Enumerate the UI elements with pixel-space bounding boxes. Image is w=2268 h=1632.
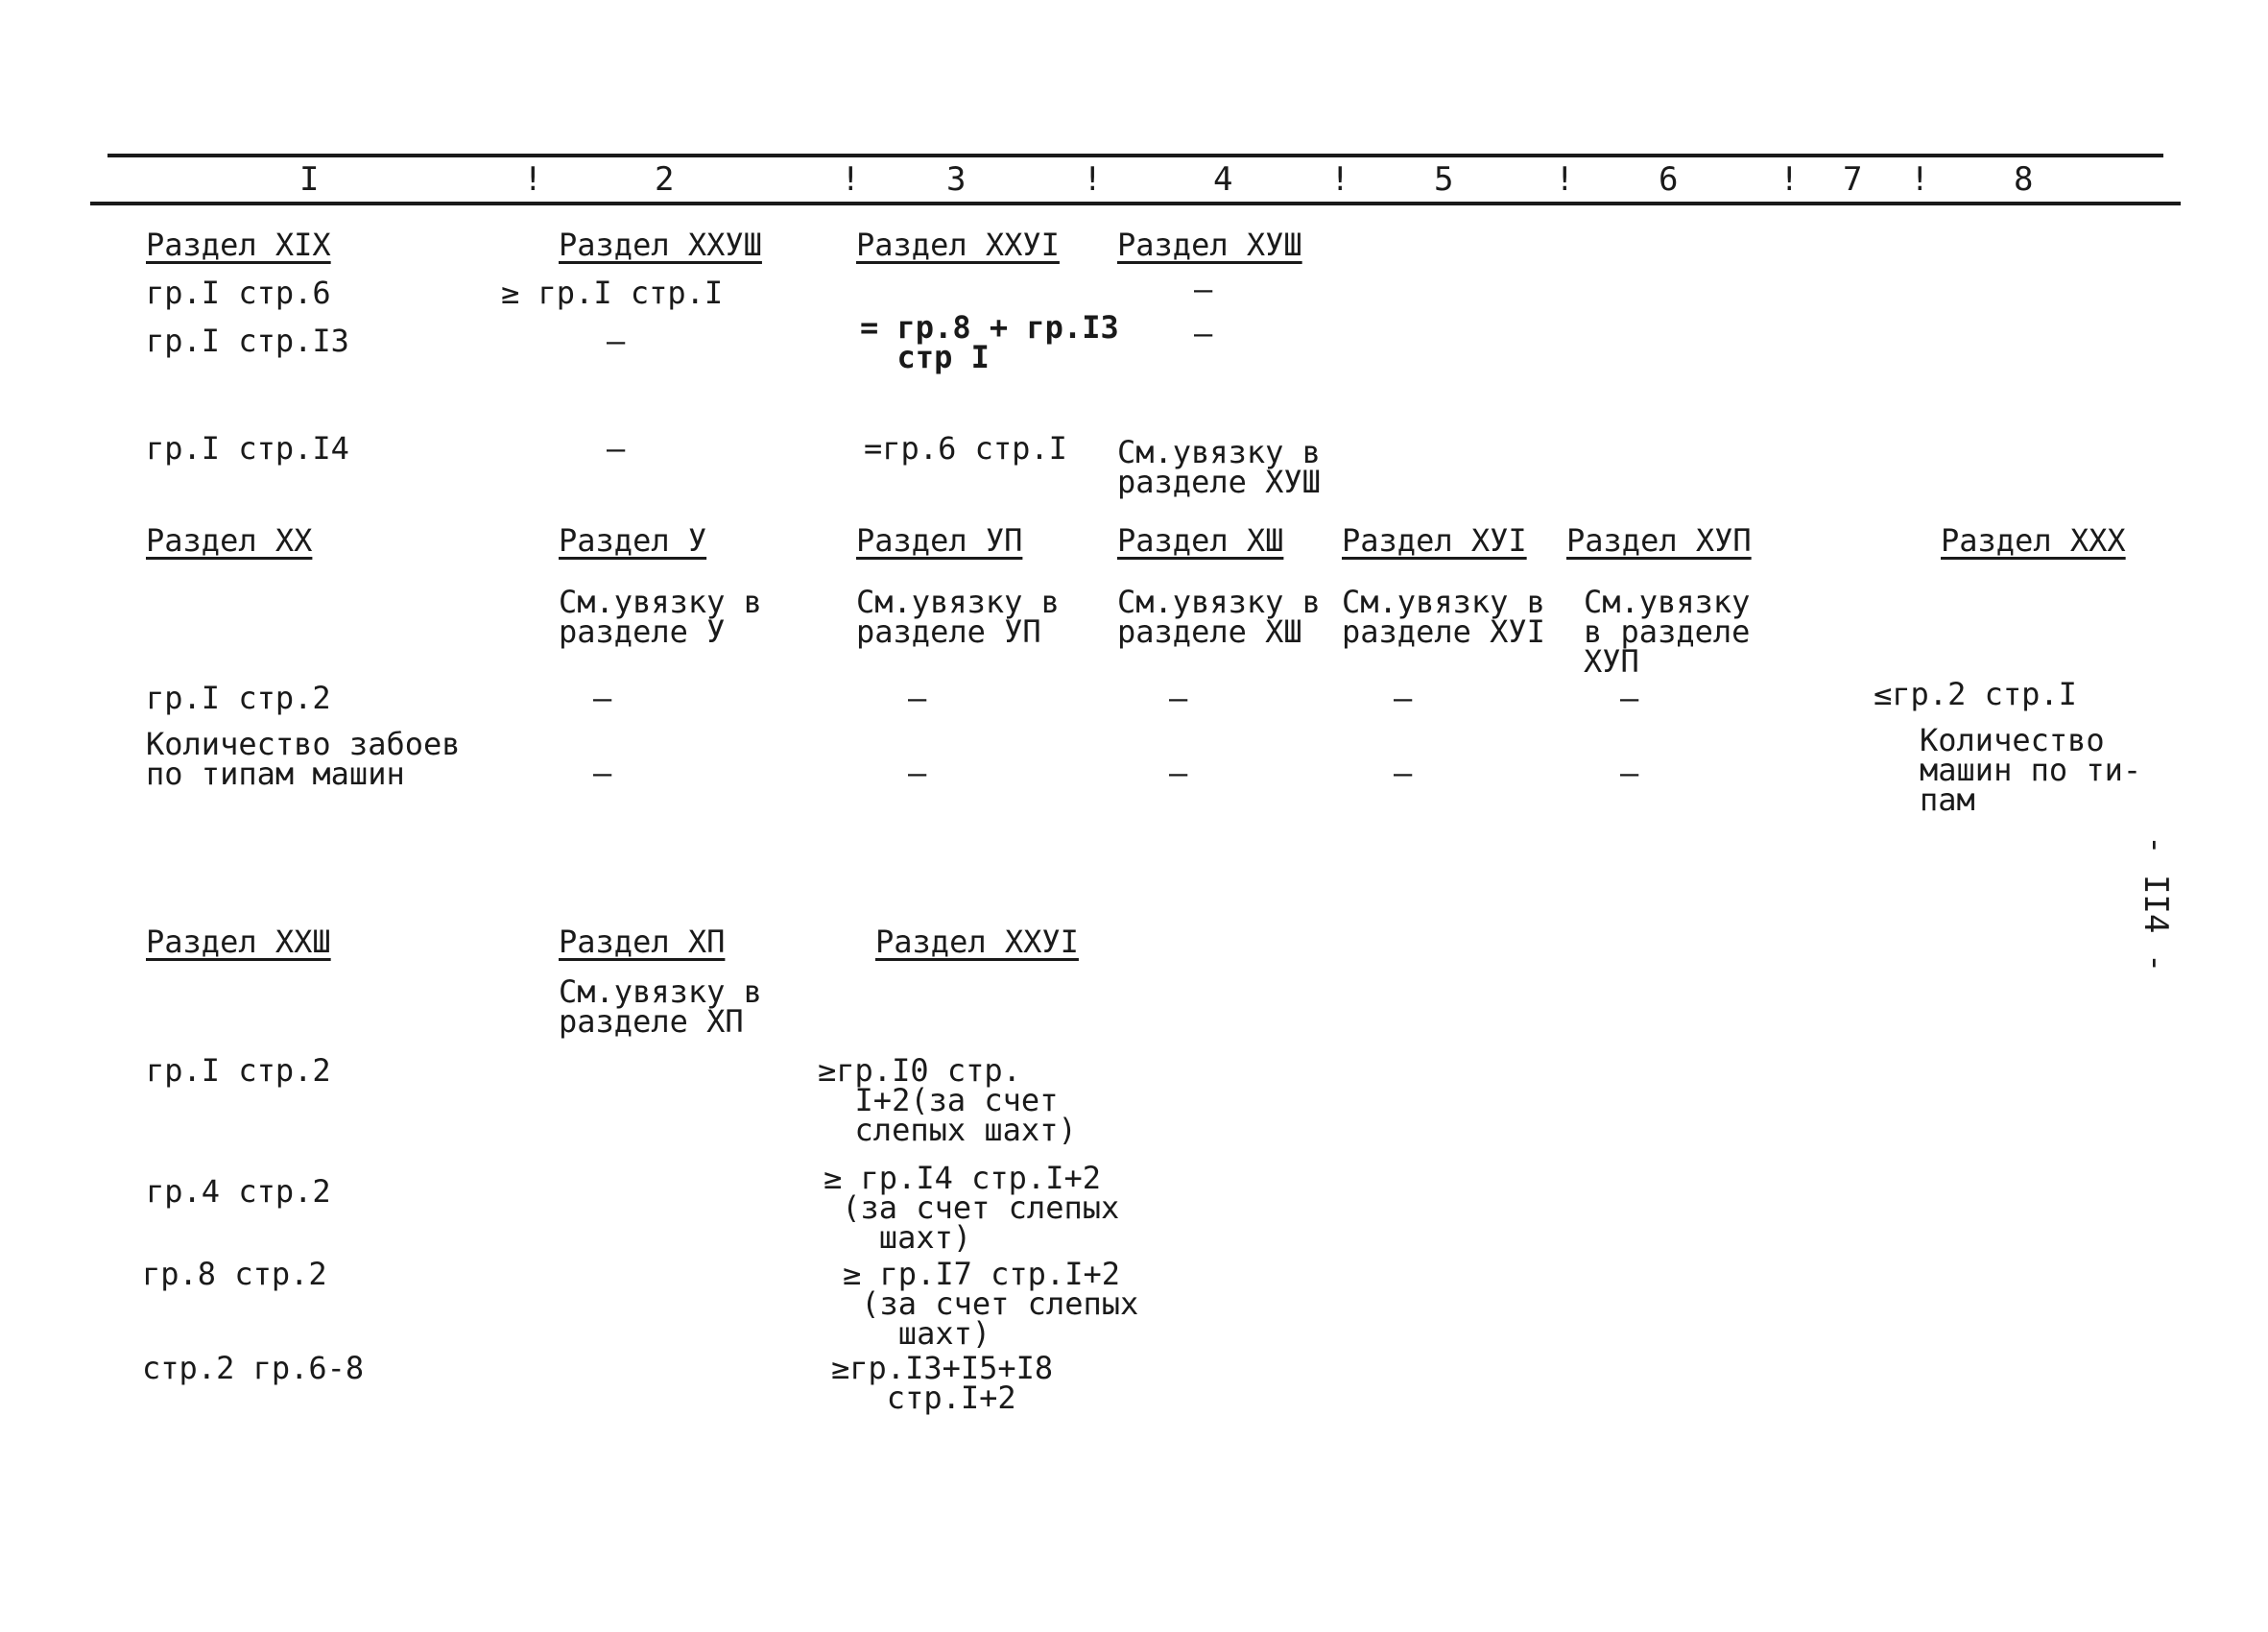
column-separator: !: [1910, 160, 1930, 199]
cell-relation: ≥ гр.I4 стр.I+2 (за счет слепых шахт): [824, 1160, 1120, 1256]
row-label: гр.4 стр.2: [146, 1173, 331, 1210]
cell-dash: –: [1394, 680, 1413, 716]
section-title: Раздел XП: [559, 924, 726, 960]
section-title: Раздел XШ: [1117, 522, 1284, 559]
cell-dash: –: [1620, 680, 1639, 716]
section-title: Раздел XXУI: [856, 227, 1060, 263]
cell-reference: См.увязку в разделе XП: [559, 973, 762, 1040]
section-title: Раздел XXУШ: [559, 227, 762, 263]
column-number-7: 7: [1843, 160, 1863, 199]
row-label: Количество забоев по типам машин: [146, 726, 461, 792]
column-separator: !: [1330, 160, 1350, 199]
section-title: Раздел XУП: [1566, 522, 1752, 559]
row-label: гр.I стр.2: [146, 680, 331, 716]
row-label: гр.I стр.I4: [146, 430, 349, 467]
cell-dash: –: [1169, 680, 1188, 716]
cell-relation: ≥ гр.I7 стр.I+2 (за счет слепых шахт): [843, 1256, 1139, 1352]
column-number-8: 8: [2014, 160, 2034, 199]
cell-note: Количество машин по ти- пам: [1920, 722, 2142, 818]
section-title: Раздел XIX: [146, 227, 331, 263]
cell-dash: –: [908, 680, 927, 716]
cell-dash: –: [1194, 271, 1213, 307]
cell-reference: См.увязку в разделе УП: [856, 584, 1060, 650]
section-title: Раздел XX: [146, 522, 313, 559]
column-separator: !: [1779, 160, 1800, 199]
section-title: Раздел УП: [856, 522, 1023, 559]
column-number-3: 3: [946, 160, 967, 199]
column-separator: !: [841, 160, 861, 199]
top-rule: [107, 154, 2163, 157]
cell-dash: –: [607, 323, 626, 359]
row-label: гр.I стр.6: [146, 275, 331, 311]
cell-dash: –: [593, 755, 612, 791]
section-title: Раздел XXШ: [146, 924, 331, 960]
cell-reference: См.увязку в разделе У: [559, 584, 762, 650]
column-separator: !: [1555, 160, 1575, 199]
column-separator: !: [523, 160, 543, 199]
cell-dash: –: [1169, 755, 1188, 791]
section-title: Раздел XXУI: [875, 924, 1079, 960]
row-label: гр.8 стр.2: [142, 1256, 327, 1292]
column-separator: !: [1083, 160, 1103, 199]
cell-reference: См.увязку в разделе XУШ: [1117, 434, 1321, 500]
cell-dash: –: [607, 430, 626, 467]
row-label: стр.2 гр.6-8: [142, 1350, 365, 1386]
cell-relation: ≥ гр.I стр.I: [501, 275, 724, 311]
cell-reference: См.увязку в разделе XШ: [1117, 584, 1321, 650]
cell-dash: –: [1620, 755, 1639, 791]
cell-relation: =гр.6 стр.I: [864, 430, 1067, 467]
cell-dash: –: [593, 680, 612, 716]
column-number-1: I: [299, 160, 320, 199]
row-label: гр.I стр.2: [146, 1052, 331, 1089]
cell-relation: ≥гр.I0 стр. I+2(за счет слепых шахт): [818, 1052, 1077, 1148]
column-number-5: 5: [1434, 160, 1454, 199]
section-title: Раздел XУI: [1342, 522, 1527, 559]
cell-dash: –: [1394, 755, 1413, 791]
cell-relation: = гр.8 + гр.I3 стр I: [860, 309, 1119, 375]
column-number-4: 4: [1213, 160, 1233, 199]
header-bottom-rule: [90, 202, 2181, 205]
column-number-6: 6: [1659, 160, 1679, 199]
page-number: - II4 -: [2137, 835, 2175, 973]
cell-dash: –: [908, 755, 927, 791]
section-title: Раздел У: [559, 522, 707, 559]
cell-reference: См.увязку в разделе XУП: [1584, 584, 1751, 680]
cell-reference: См.увязку в разделе XУI: [1342, 584, 1545, 650]
cell-relation: ≤гр.2 стр.I: [1874, 676, 2077, 712]
column-number-2: 2: [655, 160, 675, 199]
cell-relation: ≥гр.I3+I5+I8 стр.I+2: [831, 1350, 1054, 1416]
row-label: гр.I стр.I3: [146, 323, 349, 359]
section-title: Раздел XУШ: [1117, 227, 1302, 263]
cell-dash: –: [1194, 315, 1213, 351]
section-title: Раздел XXX: [1941, 522, 2126, 559]
